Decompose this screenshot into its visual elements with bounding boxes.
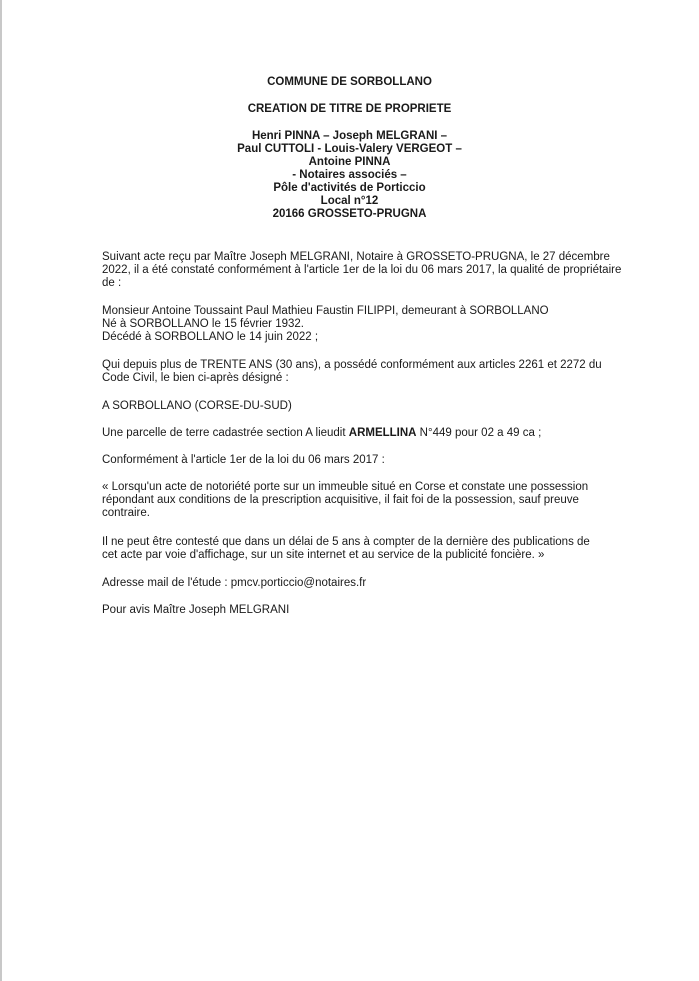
notaires-address-line: 20166 GROSSETO-PRUGNA <box>272 208 427 220</box>
paragraph-proprietaire <box>102 305 602 344</box>
signature: Pour avis Maître Joseph MELGRANI <box>102 604 290 616</box>
notaires-line: Paul CUTTOLI - Louis-Valery VERGEOT – <box>237 143 462 155</box>
paragraph-line: Né à SORBOLLANO le 15 février 1932. <box>102 318 304 330</box>
paragraph-line: Code Civil, le bien ci-après désigné : <box>102 372 289 384</box>
header-creation <box>0 103 699 116</box>
paragraph-line: Il ne peut être contesté que dans un délai de 5 ans à compter de la dernière des publications de <box>102 536 590 548</box>
paragraph-signature <box>102 604 602 617</box>
parcelle-suffix: N°449 pour 02 a 49 ca ; <box>416 427 542 439</box>
paragraph-contestation <box>102 536 602 562</box>
notaires-address-line: Pôle d'activités de Porticcio <box>273 182 426 194</box>
notaires-address-line: Local n°12 <box>320 195 379 207</box>
paragraph-conformement <box>102 454 602 467</box>
parcelle-prefix: Une parcelle de terre cadastrée section A lieudit <box>102 427 349 439</box>
paragraph-line: cet acte par voie d'affichage, sur un site internet et au service de la publicité foncière. » <box>102 549 545 561</box>
parcelle-lieudit: ARMELLINA <box>348 427 417 439</box>
paragraph-parcelle <box>102 427 602 440</box>
notaires-line: - Notaires associés – <box>292 169 407 181</box>
document-title: CREATION DE TITRE DE PROPRIETE <box>247 103 452 115</box>
paragraph-line: Qui depuis plus de TRENTE ANS (30 ans), a possédé conformément aux articles 2261 et 2272 du <box>102 359 602 371</box>
paragraph-line: Monsieur Antoine Toussaint Paul Mathieu Faustin FILIPPI, demeurant à SORBOLLANO <box>102 305 549 317</box>
paragraph-line: Décédé à SORBOLLANO le 14 juin 2022 ; <box>102 331 319 343</box>
notaires-block <box>0 130 699 221</box>
paragraph-commune-location <box>102 400 602 413</box>
paragraph-acte <box>102 251 622 290</box>
notaires-line: Henri PINNA – Joseph MELGRANI – <box>251 130 448 142</box>
notaires-line: Antoine PINNA <box>308 156 391 168</box>
paragraph-possession <box>102 359 602 385</box>
paragraph-line: contraire. <box>102 507 150 519</box>
paragraph-line: Conformément à l'article 1er de la loi du 06 mars 2017 : <box>102 454 385 466</box>
paragraph-line: de : <box>102 277 122 289</box>
parcelle-line <box>102 427 602 440</box>
commune-location: A SORBOLLANO (CORSE-DU-SUD) <box>102 400 292 412</box>
paragraph-email <box>102 577 602 590</box>
header-commune <box>0 76 699 89</box>
etude-email: Adresse mail de l'étude : pmcv.porticcio@notaires.fr <box>102 577 367 589</box>
paragraph-line: Suivant acte reçu par Maître Joseph MELGRANI, Notaire à GROSSETO-PRUGNA, le 27 décembre <box>102 251 610 263</box>
paragraph-line: 2022, il a été constaté conformément à l'article 1er de la loi du 06 mars 2017, la qualité de propriétaire <box>102 264 622 276</box>
paragraph-line: « Lorsqu'un acte de notoriété porte sur un immeuble situé en Corse et constate une possession <box>102 481 589 493</box>
commune-title: COMMUNE DE SORBOLLANO <box>267 76 432 88</box>
paragraph-line: répondant aux conditions de la prescription acquisitive, il fait foi de la possession, sauf preuve <box>102 494 579 506</box>
paragraph-citation <box>102 481 602 520</box>
